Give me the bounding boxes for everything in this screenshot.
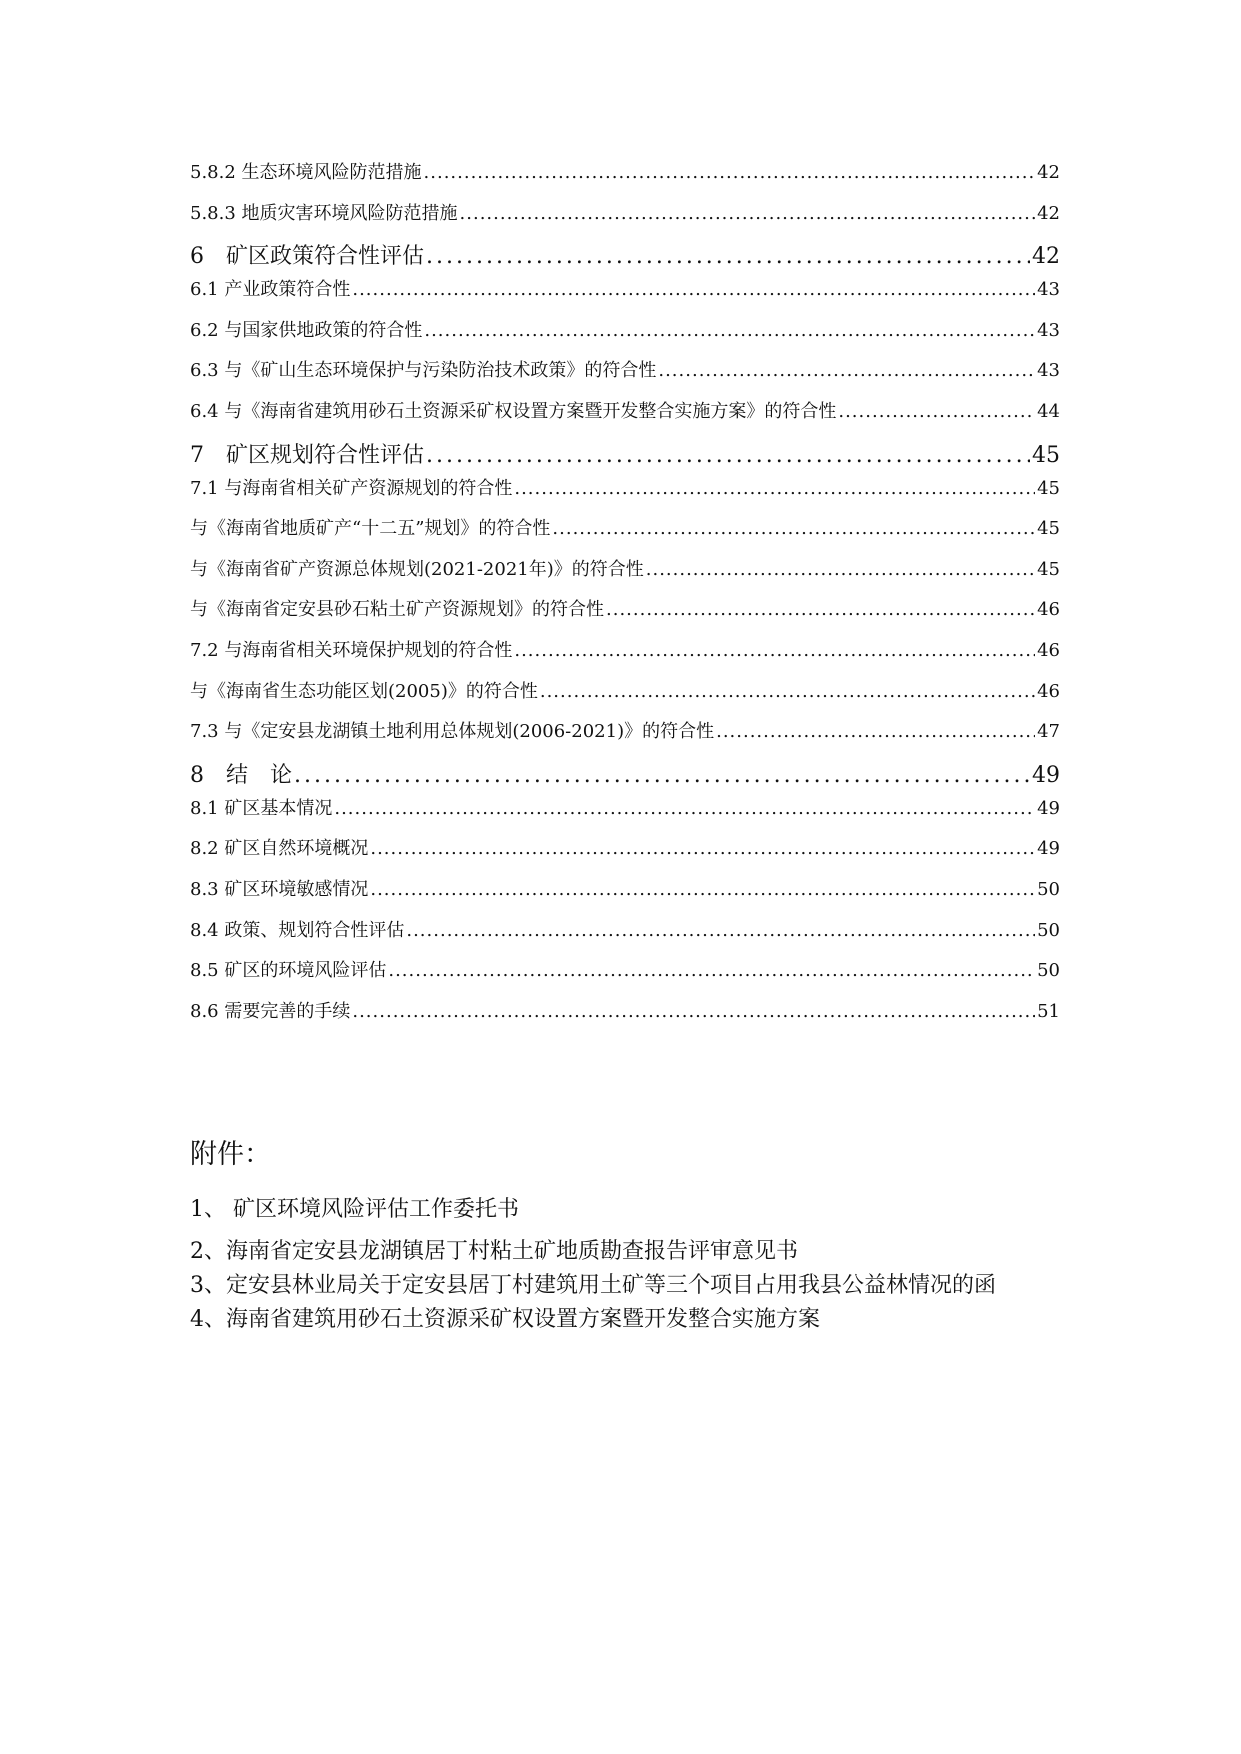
attachment-item: 3、定安县林业局关于定安县居丁村建筑用土矿等三个项目占用我县公益林情况的函 (190, 1273, 996, 1298)
toc-entry-5-8-3[interactable] (190, 199, 1060, 240)
toc-entry-title: 与《海南省地质矿产“十二五”规划》的符合性 (190, 518, 551, 540)
toc-leader-dots (646, 559, 1035, 580)
toc-entry-title: 8 结 论 (190, 762, 292, 788)
toc-entry-page: 49 (1037, 797, 1060, 819)
toc-entry-6-1[interactable] (190, 275, 1060, 316)
toc-entry-page: 43 (1037, 360, 1060, 382)
toc-entry-title: 5.8.3 地质灾害环境风险防范措施 (190, 202, 458, 224)
toc-leader-dots (370, 879, 1035, 900)
toc-entry-page: 46 (1037, 639, 1060, 661)
toc-entry-title: 与《海南省定安县砂石粘土矿产资源规划》的符合性 (190, 599, 604, 621)
attachment-item: 4、海南省建筑用砂石土资源采矿权设置方案暨开发整合实施方案 (190, 1307, 820, 1332)
toc-entry-7-1[interactable] (190, 474, 1060, 515)
toc-entry-page: 45 (1037, 477, 1060, 499)
toc-entry-page: 46 (1037, 599, 1060, 621)
toc-entry-chapter-6[interactable] (190, 239, 1060, 275)
toc-entry-page: 51 (1037, 1000, 1060, 1022)
toc-leader-dots (352, 1001, 1035, 1022)
toc-entry-7-2-a[interactable] (190, 677, 1060, 718)
toc-entry-page: 44 (1037, 400, 1060, 422)
toc-leader-dots (514, 478, 1035, 499)
toc-entry-title: 7.2 与海南省相关环境保护规划的符合性 (190, 639, 513, 661)
attachments-list (190, 1195, 1070, 1335)
toc-leader-dots (352, 279, 1035, 300)
toc-entry-title: 8.5 矿区的环境风险评估 (190, 960, 387, 982)
toc-entry-title: 7 矿区规划符合性评估 (190, 442, 424, 468)
toc-entry-8-2[interactable] (190, 834, 1060, 875)
table-of-contents (190, 158, 1060, 1037)
toc-leader-dots (540, 681, 1035, 702)
toc-entry-8-3[interactable] (190, 875, 1060, 916)
toc-leader-dots (388, 960, 1035, 981)
toc-leader-dots (658, 360, 1035, 381)
toc-entry-6-2[interactable] (190, 316, 1060, 357)
toc-entry-title: 8.1 矿区基本情况 (190, 797, 333, 819)
toc-entry-6-4[interactable] (190, 397, 1060, 438)
toc-entry-title: 7.1 与海南省相关矿产资源规划的符合性 (190, 477, 513, 499)
toc-entry-page: 45 (1032, 442, 1060, 468)
toc-entry-5-8-2[interactable] (190, 158, 1060, 199)
toc-entry-page: 50 (1037, 878, 1060, 900)
toc-leader-dots (606, 599, 1035, 620)
toc-entry-page: 45 (1037, 558, 1060, 580)
toc-entry-title: 与《海南省矿产资源总体规划(2021-2021年)》的符合性 (190, 558, 644, 580)
toc-leader-dots (370, 838, 1035, 859)
toc-leader-dots (552, 518, 1035, 539)
toc-entry-page: 42 (1037, 162, 1060, 183)
toc-entry-chapter-7[interactable] (190, 438, 1060, 474)
toc-leader-dots (426, 443, 1030, 468)
toc-entry-page: 50 (1037, 960, 1060, 982)
attachment-item: 1、 矿区环境风险评估工作委托书 (190, 1197, 519, 1222)
toc-entry-title: 5.8.2 生态环境风险防范措施 (190, 162, 422, 183)
toc-entry-page: 49 (1037, 838, 1060, 860)
attachment-item: 2、海南省定安县龙湖镇居丁村粘土矿地质勘查报告评审意见书 (190, 1239, 798, 1264)
toc-entry-page: 47 (1037, 721, 1060, 743)
toc-entry-page: 46 (1037, 680, 1060, 702)
toc-entry-title: 6.2 与国家供地政策的符合性 (190, 319, 423, 341)
toc-entry-page: 43 (1037, 279, 1060, 301)
toc-entry-title: 与《海南省生态功能区划(2005)》的符合性 (190, 680, 538, 702)
toc-entry-title: 6.1 产业政策符合性 (190, 279, 351, 301)
toc-entry-title: 8.4 政策、规划符合性评估 (190, 919, 405, 941)
toc-leader-dots (424, 162, 1036, 183)
toc-leader-dots (716, 721, 1035, 742)
toc-entry-title: 6.4 与《海南省建筑用砂石土资源采矿权设置方案暨开发整合实施方案》的符合性 (190, 400, 837, 422)
toc-entry-7-1-c[interactable] (190, 595, 1060, 636)
toc-entry-7-1-a[interactable] (190, 514, 1060, 555)
toc-entry-8-5[interactable] (190, 956, 1060, 997)
toc-entry-title: 8.3 矿区环境敏感情况 (190, 878, 369, 900)
toc-entry-8-1[interactable] (190, 794, 1060, 835)
attachments-section (190, 1135, 1070, 1339)
toc-entry-title: 6.3 与《矿山生态环境保护与污染防治技术政策》的符合性 (190, 360, 657, 382)
toc-entry-title: 7.3 与《定安县龙湖镇土地利用总体规划(2006-2021)》的符合性 (190, 721, 715, 743)
toc-entry-title: 8.2 矿区自然环境概况 (190, 838, 369, 860)
toc-entry-7-1-b[interactable] (190, 555, 1060, 596)
toc-entry-7-3[interactable] (190, 717, 1060, 758)
toc-leader-dots (426, 244, 1030, 269)
toc-entry-page: 42 (1032, 244, 1060, 270)
toc-leader-dots (838, 401, 1035, 422)
toc-entry-8-4[interactable] (190, 916, 1060, 957)
toc-leader-dots (514, 640, 1035, 661)
toc-leader-dots (406, 920, 1035, 941)
toc-leader-dots (424, 320, 1035, 341)
toc-entry-page: 43 (1037, 319, 1060, 341)
toc-entry-title: 6 矿区政策符合性评估 (190, 244, 424, 270)
toc-entry-page: 45 (1037, 518, 1060, 540)
toc-entry-title: 8.6 需要完善的手续 (190, 1000, 351, 1022)
toc-leader-dots (294, 763, 1030, 788)
attachments-heading: 附件： (190, 1139, 271, 1170)
toc-entry-6-3[interactable] (190, 356, 1060, 397)
toc-leader-dots (460, 203, 1036, 224)
toc-entry-page: 42 (1037, 202, 1060, 224)
toc-entry-8-6[interactable] (190, 997, 1060, 1038)
toc-leader-dots (334, 798, 1035, 819)
toc-entry-7-2[interactable] (190, 636, 1060, 677)
toc-entry-page: 49 (1032, 762, 1060, 788)
toc-entry-chapter-8[interactable] (190, 758, 1060, 794)
toc-entry-page: 50 (1037, 919, 1060, 941)
